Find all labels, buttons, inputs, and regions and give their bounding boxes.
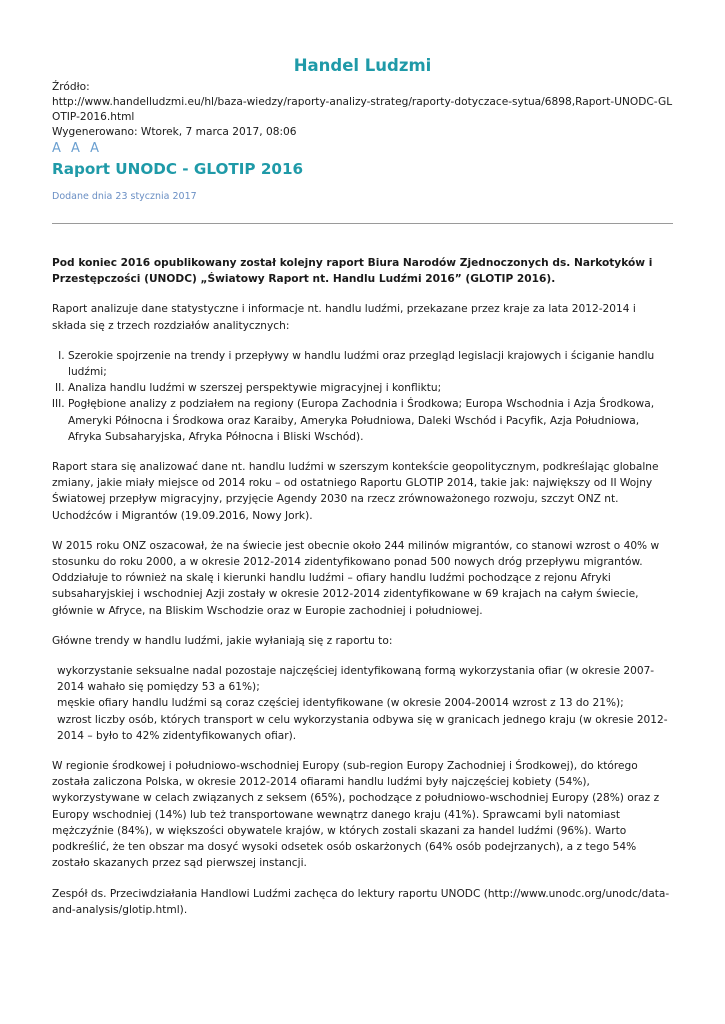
list-item: wzrost liczby osób, których transport w celu wykorzystania odbywa się w granicach jednego kraju (w okresie 2012-2014 – było to 42% zidentyfikowanych ofiar). <box>57 713 668 742</box>
trends-list <box>52 663 673 744</box>
article-title: Raport UNODC - GLOTIP 2016 <box>52 160 304 178</box>
list-item: wykorzystanie seksualne nadal pozostaje najczęściej identyfikowaną formą wykorzystania ofiar (w okresie 2007-2014 wahało się pomiędzy 53 a 61%); <box>57 665 655 694</box>
font-size-controls <box>52 141 673 157</box>
font-size-large-button[interactable]: A <box>90 141 102 156</box>
source-label: Źródło: <box>52 81 90 93</box>
lead-paragraph: Pod koniec 2016 opublikowany został kolejny raport Biura Narodów Zjednoczonych ds. Narkotyków i Przestępczości (UNODC) „Światowy Raport nt. Handlu Ludźmi 2016” (GLOTIP 2016). <box>52 257 653 286</box>
divider <box>52 223 673 224</box>
article-body <box>52 255 673 918</box>
region-paragraph: W regionie środkowej i południowo-wschodniej Europy (sub-region Europy Zachodniej i Środkowej), do którego została zaliczona Polska, w okresie 2012-2014 ofiarami handlu ludźmi były najczęściej kobiety (54%), wykorzystywane w celach związanych z seksem (65%), pochodzące z południowo-wschodniej Europy (28%) oraz z Europy wschodniej (14%) lub też transportowane wewnątrz danego kraju (41%). Sprawcami byli natomiast mężczyźnie (84%), w większości obywatele krajów, w których zostali skazani za handel ludźmi (96%). Warto podkreślić, że ten obszar ma dosyć wysoki odsetek osób oskarżonych (64% osób podejrzanych), a z tego 54% zostało skazanych przez sąd pierwszej instancji. <box>52 760 660 870</box>
list-item: II. Analiza handlu ludźmi w szerszej perspektywie migracyjnej i konfliktu; <box>68 380 673 396</box>
chapters-list <box>52 348 673 445</box>
source-meta <box>52 80 673 140</box>
trends-intro: Główne trendy w handlu ludźmi, jakie wyłaniają się z raportu to: <box>52 634 393 647</box>
list-item: I. Szerokie spojrzenie na trendy i przepływy w handlu ludźmi oraz przegląd legislacji krajowych i ściganie handlu ludźmi; <box>68 348 673 380</box>
site-title: Handel Ludzmi <box>293 56 432 75</box>
context-paragraph: Raport stara się analizować dane nt. handlu ludźmi w szerszym kontekście geopolitycznym, podkreślając globalne zmiany, jakie miały miejsce od 2014 roku – od ostatniego Raportu GLOTIP 2014, takie jak: największy od II Wojny Światowej przepływ migracyjny, przyjęcie Agendy 2030 na rzecz zrównoważonego rozwoju, szczyt ONZ nt. Uchodźców i Migrantów (19.09.2016, Nowy Jork). <box>52 461 659 522</box>
generated-date: Wygenerowano: Wtorek, 7 marca 2017, 08:06 <box>52 126 297 138</box>
closing-paragraph: Zespół ds. Przeciwdziałania Handlowi Ludźmi zachęca do lektury raportu UNODC (http://www.unodc.org/unodc/data-and-analysis/glotip.html). <box>52 887 670 916</box>
list-item: męskie ofiary handlu ludźmi są coraz częściej identyfikowane (w okresie 2004-20014 wzrost z 13 do 21%); <box>57 697 624 710</box>
intro-paragraph: Raport analizuje dane statystyczne i informacje nt. handlu ludźmi, przekazane przez kraje za lata 2012-2014 i składa się z trzech rozdziałów analitycznych: <box>52 303 636 332</box>
source-url: http://www.handelludzmi.eu/hl/baza-wiedzy/raporty-analizy-strateg/raporty-dotyczace-sytua/6898,Raport-UNODC-GLOTIP-2016.html <box>52 96 673 123</box>
font-size-small-button[interactable]: A <box>52 141 64 156</box>
list-item: III. Pogłębione analizy z podziałem na regiony (Europa Zachodnia i Środkowa; Europa Wschodnia i Azja Środkowa, Ameryki Północna i Środkowa oraz Karaiby, Ameryka Południowa, Daleki Wschód i Pacyfik, Azja Południowa, Afryka Subsaharyjska, Afryka Północna i Bliski Wschód). <box>68 396 673 445</box>
migration-paragraph: W 2015 roku ONZ oszacował, że na świecie jest obecnie około 244 milinów migrantów, co stanowi wzrost o 40% w stosunku do roku 2000, a w okresie 2012-2014 zidentyfikowano ponad 500 nowych dróg przepływu migrantów. Oddziałuje to również na skalę i kierunki handlu ludźmi – ofiary handlu ludźmi pochodzące z rejonu Afryki subsaharyjskiej i wschodniej Azji zostały w okresie 2012-2014 zidentyfikowane w 69 krajach na całym świecie, głównie w Afryce, na Bliskim Wschodzie oraz w Europie zachodniej i południowej. <box>52 539 660 617</box>
added-date: Dodane dnia 23 stycznia 2017 <box>52 191 197 202</box>
font-size-medium-button[interactable]: A <box>71 141 83 156</box>
